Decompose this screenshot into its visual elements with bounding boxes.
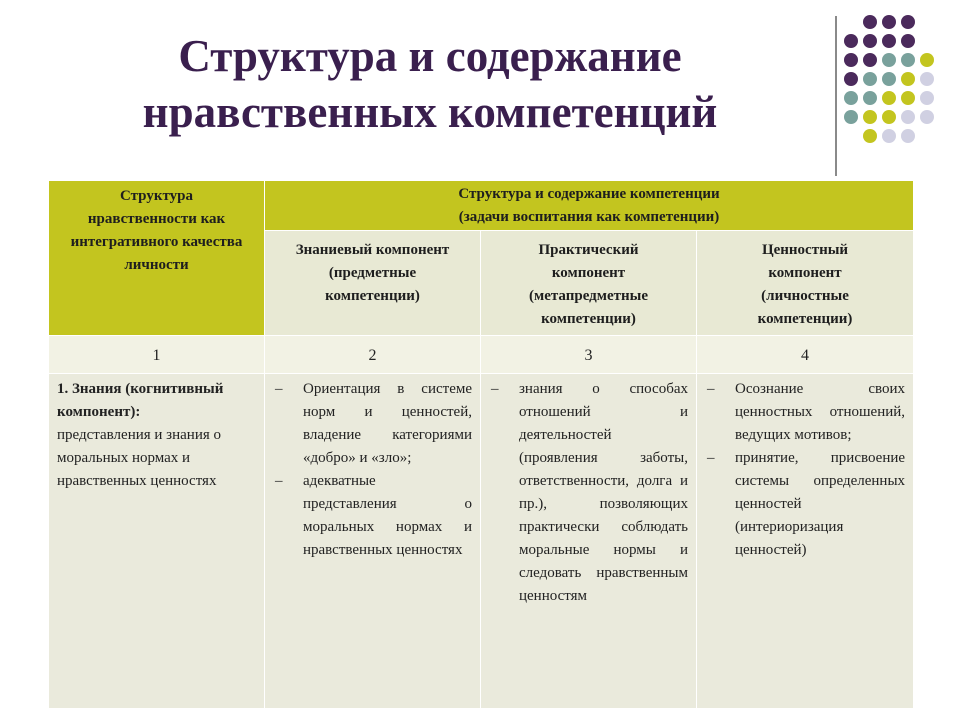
competence-table [48,180,914,709]
decorative-dot [863,53,877,67]
cell-metasubject-competences [481,374,697,709]
decorative-dot [863,15,877,29]
decorative-dot [863,34,877,48]
subheader-2-line-4: компетенции) [541,311,636,327]
decorative-vertical-line [835,16,837,176]
subheader-1-line-1: Знаниевый компонент [295,242,450,258]
title-line-1: Структура и содержание [178,31,682,81]
list-item-text: принятие, присвоение системы определенных ценностей (интериоризация ценностей) [735,450,906,558]
subheader-practical-component [481,231,697,336]
subheader-3-line-4: компетенции) [757,311,853,327]
dash-bullet: – [491,381,499,397]
decorative-dot [882,129,896,143]
dash-bullet: – [707,450,715,466]
cell-knowledge-structure [49,374,265,709]
decorative-dot [920,72,934,86]
dash-bullet: – [275,381,283,397]
list-item-text: Ориентация в системе норм и ценностей, владение категориями «добро» и «зло»; [303,381,472,466]
column-number-4: 4 [697,336,914,374]
decorative-dot [882,91,896,105]
decorative-dot [920,91,934,105]
decorative-dot [844,110,858,124]
list-item-text: адекватные представления о моральных нормах и нравственных ценностях [303,473,472,558]
slide-title [60,28,800,140]
decorative-dot [882,34,896,48]
list-item [697,374,913,447]
list-item-text: Осознание своих ценностных отношений, ведущих мотивов; [735,381,906,443]
decorative-dot [901,34,915,48]
subheader-2-line-2: компонент [551,265,626,281]
cell-knowledge-title: 1. Знания (когнитивный компонент): [57,381,224,420]
decorative-dot [901,129,915,143]
dash-bullet: – [275,473,283,489]
cell-knowledge-description: представления и знания о моральных нормах и нравственных ценностях [57,427,221,489]
subheader-2-line-3: (метапредметные [528,288,648,304]
list-item [265,470,480,562]
list-item [481,374,696,608]
subheader-2-line-1: Практический [538,242,639,258]
decorative-dot [901,53,915,67]
header-structure-of-morality-text: Структура нравственности как интегративного качества личности [70,188,243,273]
cell-personal-competences [697,374,914,709]
list-item-text: знания о способах отношений и деятельностей (проявления заботы, ответственности, долга и пр.), позволяющих практически соблюдать моральные нормы и следовать нравственным ценностям [519,381,688,604]
header-competence-line-1: Структура и содержание компетенции [458,186,720,202]
decorative-dot [901,91,915,105]
decorative-dot [863,91,877,105]
list-item [697,447,913,562]
subheader-knowledge-component [265,231,481,336]
decorative-dot [882,53,896,67]
decorative-dot [882,110,896,124]
header-structure-of-morality [49,181,265,336]
decorative-dot [844,72,858,86]
column-number-3: 3 [481,336,697,374]
subheader-3-line-1: Ценностный [761,242,849,258]
decorative-dot [901,72,915,86]
decorative-dot [844,91,858,105]
column-number-1: 1 [49,336,265,374]
subheader-3-line-3: (личностные [761,288,849,304]
column-number-2: 2 [265,336,481,374]
decorative-dot [882,15,896,29]
subheader-1-line-3: компетенции) [325,288,420,304]
decorative-dot [844,53,858,67]
header-competence-structure [265,181,914,231]
decorative-dot [863,72,877,86]
decorative-dot [844,34,858,48]
decorative-dot [901,15,915,29]
title-line-2: нравственных компетенций [142,87,718,137]
header-competence-line-2: (задачи воспитания как компетенции) [458,209,720,225]
decorative-dot [863,110,877,124]
decorative-dot [920,53,934,67]
subheader-value-component [697,231,914,336]
cell-subject-competences [265,374,481,709]
decorative-dot [901,110,915,124]
decorative-dot [882,72,896,86]
dash-bullet: – [707,381,715,397]
subheader-1-line-2: (предметные [328,265,417,281]
decorative-dot [863,129,877,143]
subheader-3-line-2: компонент [768,265,842,281]
decorative-dot [920,110,934,124]
list-item [265,374,480,470]
